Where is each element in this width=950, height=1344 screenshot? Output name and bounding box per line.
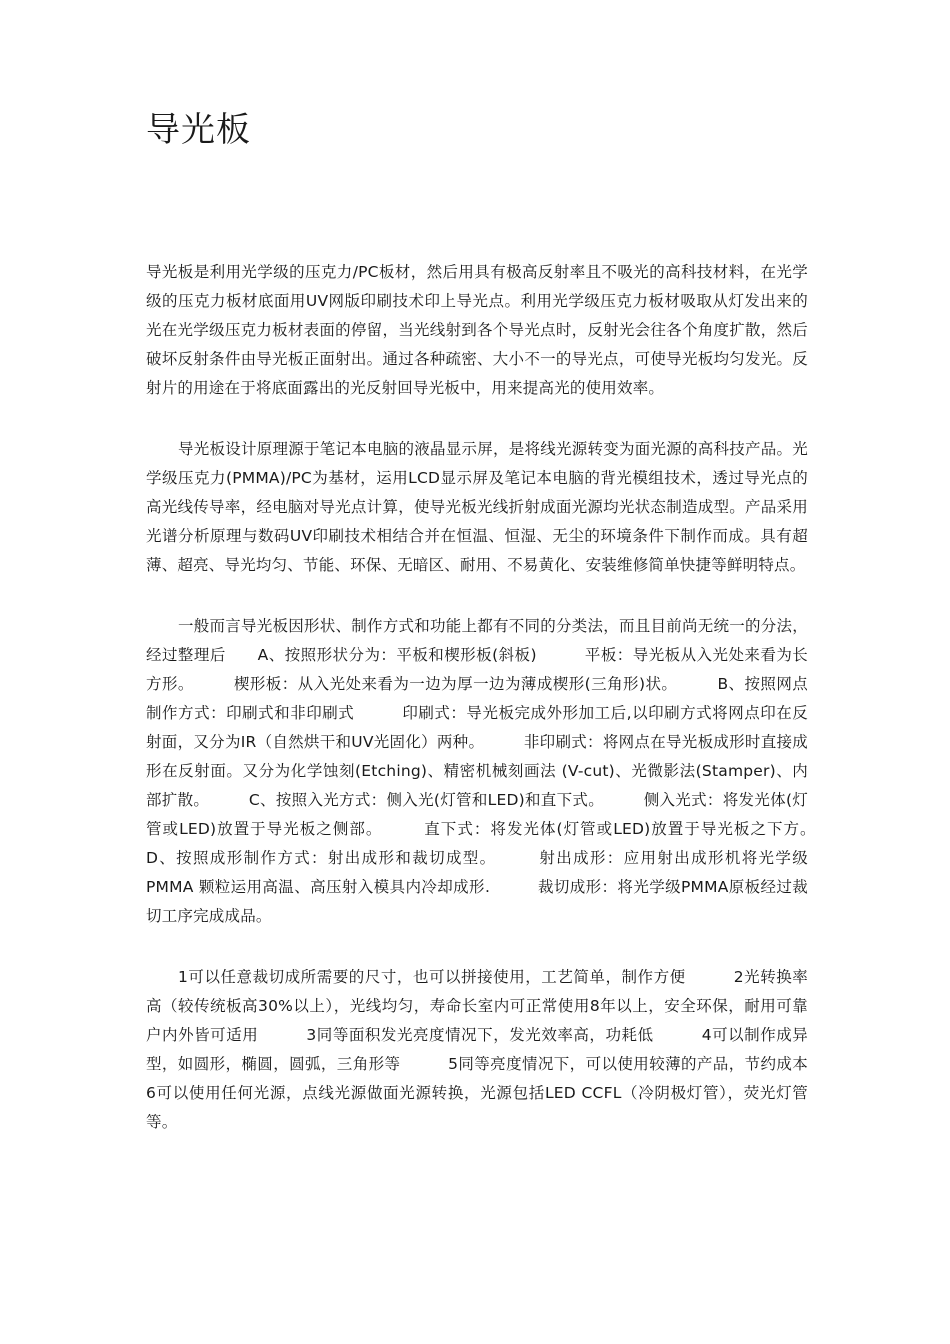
- document-body: [146, 258, 856, 1169]
- paragraph-design-principle: 导光板设计原理源于笔记本电脑的液晶显示屏，是将线光源转变为面光源的高科技产品。光学级压克力(PMMA)/PC为基材，运用LCD显示屏及笔记本电脑的背光模组技术，透过导光点的高光线传导率，经电脑对导光点计算，使导光板光线折射成面光源均光状态制造成型。产品采用光谱分析原理与数码UV印刷技术相结合并在恒温、恒湿、无尘的环境条件下制作而成。具有超薄、超亮、导光均匀、节能、环保、无暗区、耐用、不易黄化、安装维修简单快捷等鲜明特点。: [146, 440, 808, 574]
- document-title: 导光板: [146, 110, 251, 150]
- paragraph-intro: 导光板是利用光学级的压克力/PC板材，然后用具有极高反射率且不吸光的高科技材料，在光学级的压克力板材底面用UV网版印刷技术印上导光点。利用光学级压克力板材吸取从灯发出来的光在光学级压克力板材表面的停留，当光线射到各个导光点时，反射光会往各个角度扩散，然后破坏反射条件由导光板正面射出。通过各种疏密、大小不一的导光点，可使导光板均匀发光。反射片的用途在于将底面露出的光反射回导光板中，用来提高光的使用效率。: [146, 263, 808, 397]
- paragraph-features: 1可以任意裁切成所需要的尺寸，也可以拼接使用，工艺简单，制作方便 2光转换率高（较传统板高30%以上），光线均匀，寿命长室内可正常使用8年以上，安全环保，耐用可靠户内外皆可适用 3同等面积发光亮度情况下，发光效率高，功耗低 4可以制作成异型，如圆形，椭圆，圆弧，三角形等 5同等亮度情况下，可以使用较薄的产品，节约成本 6可以使用任何光源，点线光源做面光源转换，光源包括LED CCFL（冷阴极灯管），荧光灯管等。: [146, 968, 856, 1131]
- paragraph-classification: 一般而言导光板因形状、制作方式和功能上都有不同的分类法，而且目前尚无统一的分法，经过整理后 A、按照形状分为：平板和楔形板(斜板) 平板：导光板从入光处来看为长方形。 楔形板：从入光处来看为一边为厚一边为薄成楔形(三角形)状。 B、按照网点制作方式：印刷式和非印刷式 印刷式：导光板完成外形加工后,以印刷方式将网点印在反射面，又分为IR（自然烘干和UV光固化）两种。 非印刷式：将网点在导光板成形时直接成形在反射面。又分为化学蚀刻(Etching)、精密机械刻画法 (V-cut)、光微影法(Stamper)、内部扩散。 C、按照入光方式：侧入光(灯管和LED)和直下式。 侧入光式：将发光体(灯管或LED)放置于导光板之侧部。 直下式：将发光体(灯管或LED)放置于导光板之下方。 D、按照成形制作方式：射出成形和裁切成型。 射出成形：应用射出成形机将光学级 PMMA 颗粒运用高温、高压射入模具内冷却成形. 裁切成形：将光学级PMMA原板经过裁切工序完成成品。: [146, 617, 856, 925]
